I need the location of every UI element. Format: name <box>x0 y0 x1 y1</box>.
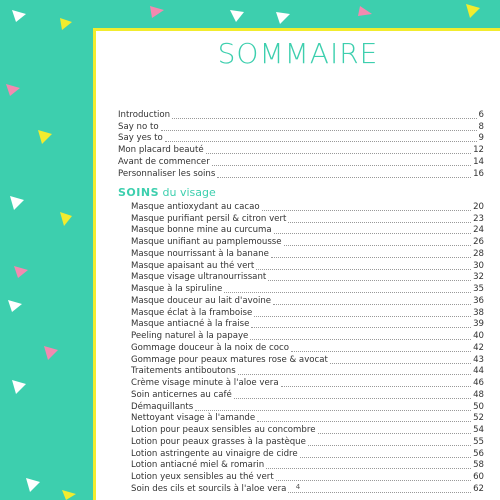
toc-entry <box>131 330 484 342</box>
toc-entry <box>131 307 484 319</box>
confetti-triangle <box>10 196 24 210</box>
toc-entry-label: Masque purifiant persil & citron vert <box>131 213 287 224</box>
toc-leader-dots <box>318 433 472 434</box>
toc-entry <box>118 133 484 145</box>
toc-entry-page: 62 <box>473 483 484 494</box>
toc-entry-label: Personnaliser les soins <box>118 168 216 179</box>
confetti-triangle <box>6 84 20 96</box>
toc-entry-page: 28 <box>473 248 484 259</box>
section-heading-light: du visage <box>162 186 216 199</box>
toc-leader-dots <box>266 468 471 469</box>
confetti-triangle <box>8 300 22 312</box>
toc-entry-label: Traitements antiboutons <box>131 366 236 377</box>
toc-leader-dots <box>206 153 471 154</box>
toc-entry <box>118 144 484 156</box>
toc-entry-page: 46 <box>473 378 484 388</box>
confetti-triangle <box>62 490 76 500</box>
toc-entry <box>131 283 484 295</box>
toc-entry-page: 50 <box>473 401 484 412</box>
toc-leader-dots <box>257 421 471 422</box>
toc-entry-page: 60 <box>473 472 484 482</box>
toc-entry-page: 9 <box>478 133 484 144</box>
toc-entry-page: 55 <box>473 436 484 447</box>
intro-list <box>118 109 484 180</box>
toc-entry-page: 39 <box>473 319 484 330</box>
toc-leader-dots <box>276 480 471 481</box>
confetti-triangle <box>276 12 290 24</box>
toc-entry <box>131 295 484 307</box>
toc-entry <box>131 319 484 331</box>
toc-leader-dots <box>195 410 471 411</box>
toc-entry-page: 8 <box>478 121 484 132</box>
toc-entry <box>131 213 484 225</box>
toc-entry-page: 42 <box>473 342 484 353</box>
toc-entry <box>131 436 484 448</box>
toc-leader-dots <box>251 327 471 328</box>
confetti-triangle <box>26 478 40 492</box>
toc-entry-label: Crème visage minute à l'aloe vera <box>131 378 279 388</box>
toc-entry <box>131 272 484 284</box>
toc-entry <box>131 201 484 213</box>
confetti-triangle <box>150 6 164 18</box>
toc-entry-label: Nettoyant visage à l'amande <box>131 413 256 424</box>
toc-entry-page: 43 <box>473 354 484 365</box>
toc-entry <box>131 401 484 413</box>
toc-entry-label: Masque éclat à la framboise <box>131 307 253 318</box>
toc-entry <box>131 260 484 272</box>
toc-leader-dots <box>291 351 471 352</box>
confetti-triangle <box>38 130 52 144</box>
toc-leader-dots <box>271 257 471 258</box>
toc-leader-dots <box>288 492 471 493</box>
toc-entry-page: 40 <box>473 331 484 341</box>
toc-entry <box>131 366 484 378</box>
confetti-triangle <box>60 212 72 226</box>
confetti-triangle <box>14 266 28 278</box>
toc-entry-label: Soin des cils et sourcils à l'aloe vera <box>131 483 287 494</box>
toc-entry <box>131 342 484 354</box>
section-heading-bold: SOINS <box>118 186 159 199</box>
toc-leader-dots <box>268 280 471 281</box>
toc-entry-page: 56 <box>473 448 484 459</box>
toc-entry-label: Introduction <box>118 109 171 120</box>
toc-entry-page: 44 <box>473 366 484 377</box>
toc-leader-dots <box>330 363 471 364</box>
toc-entry-label: Masque douceur au lait d'avoine <box>131 295 272 306</box>
toc-entry-page: 54 <box>473 425 484 435</box>
toc-entry-page: 20 <box>473 201 484 212</box>
toc-entry <box>118 156 484 168</box>
toc-leader-dots <box>300 457 471 458</box>
toc-entry-label: Avant de commencer <box>118 156 210 167</box>
toc-entry <box>118 109 484 121</box>
toc-leader-dots <box>234 398 471 399</box>
toc-entry <box>131 424 484 436</box>
toc-entry-label: Masque apaisant au thé vert <box>131 260 255 271</box>
toc-leader-dots <box>224 292 471 293</box>
page-number: 4 <box>295 483 301 491</box>
toc-entry-label: Masque nourrissant à la banane <box>131 248 269 259</box>
toc-leader-dots <box>256 269 471 270</box>
toc-entry <box>131 448 484 460</box>
toc-entry-label: Masque antioxydant au cacao <box>131 201 260 212</box>
toc-entry-page: 14 <box>473 156 484 167</box>
toc-entry-label: Démaquillants <box>131 401 194 412</box>
toc-entry <box>131 377 484 389</box>
soins-list <box>131 201 484 495</box>
toc-leader-dots <box>254 316 471 317</box>
section-heading <box>118 187 216 199</box>
toc-entry-label: Lotion antiacné miel & romarin <box>131 460 265 471</box>
toc-entry <box>131 225 484 237</box>
toc-entry <box>131 460 484 472</box>
toc-leader-dots <box>217 177 471 178</box>
toc-entry-label: Gommage pour peaux matures rose & avocat <box>131 354 328 365</box>
page-title: SOMMAIRE <box>217 37 379 70</box>
toc-entry-label: Lotion pour peaux sensibles au concombre <box>131 425 316 435</box>
toc-entry-label: Soin anticernes au café <box>131 389 232 400</box>
toc-leader-dots <box>172 118 476 119</box>
toc-entry <box>131 389 484 401</box>
confetti-triangle <box>44 346 58 360</box>
toc-entry-page: 23 <box>473 213 484 224</box>
toc-entry-label: Gommage douceur à la noix de coco <box>131 342 290 353</box>
toc-leader-dots <box>212 165 471 166</box>
toc-leader-dots <box>165 141 477 142</box>
toc-entry-label: Say yes to <box>118 133 163 144</box>
toc-entry-label: Masque unifiant au pamplemousse <box>131 237 282 247</box>
toc-leader-dots <box>250 339 471 340</box>
toc-entry-label: Mon placard beauté <box>118 145 204 155</box>
toc-entry-page: 35 <box>473 284 484 294</box>
toc-leader-dots <box>284 245 471 246</box>
toc-entry-label: Lotion pour peaux grasses à la pastèque <box>131 436 306 447</box>
confetti-triangle <box>230 10 244 22</box>
toc-leader-dots <box>274 233 471 234</box>
toc-leader-dots <box>262 210 471 211</box>
toc-entry-label: Say no to <box>118 121 159 132</box>
toc-entry <box>131 354 484 366</box>
toc-entry-page: 32 <box>473 272 484 283</box>
toc-entry-label: Masque antiacné à la fraise <box>131 319 250 330</box>
toc-entry-page: 36 <box>473 295 484 306</box>
toc-entry-page: 58 <box>473 460 484 471</box>
confetti-triangle <box>60 18 72 30</box>
toc-entry-page: 38 <box>473 307 484 318</box>
toc-leader-dots <box>161 130 477 131</box>
toc-leader-dots <box>281 386 471 387</box>
toc-entry-page: 48 <box>473 389 484 400</box>
toc-entry <box>118 121 484 133</box>
toc-entry-page: 52 <box>473 413 484 424</box>
confetti-triangle <box>12 10 26 22</box>
toc-leader-dots <box>273 304 471 305</box>
toc-entry <box>131 248 484 260</box>
toc-entry-label: Masque visage ultranourrissant <box>131 272 267 283</box>
toc-entry <box>118 168 484 180</box>
toc-entry-page: 6 <box>478 109 484 120</box>
toc-entry <box>131 471 484 483</box>
toc-entry-label: Masque à la spiruline <box>131 284 223 294</box>
confetti-triangle <box>466 4 480 18</box>
toc-entry-page: 24 <box>473 225 484 236</box>
toc-entry-page: 16 <box>473 168 484 179</box>
toc-entry-label: Peeling naturel à la papaye <box>131 331 249 341</box>
toc-leader-dots <box>288 222 471 223</box>
toc-entry-page: 12 <box>473 145 484 155</box>
toc-entry <box>131 413 484 425</box>
toc-leader-dots <box>238 374 471 375</box>
toc-entry-label: Masque bonne mine au curcuma <box>131 225 272 236</box>
toc-page <box>93 28 500 500</box>
toc-entry-page: 26 <box>473 237 484 247</box>
confetti-triangle <box>358 6 372 16</box>
toc-entry-label: Lotion astringente au vinaigre de cidre <box>131 448 298 459</box>
toc-leader-dots <box>308 445 471 446</box>
toc-entry-label: Lotion yeux sensibles au thé vert <box>131 472 274 482</box>
toc-entry <box>131 236 484 248</box>
confetti-triangle <box>12 380 26 394</box>
toc-entry-page: 30 <box>473 260 484 271</box>
